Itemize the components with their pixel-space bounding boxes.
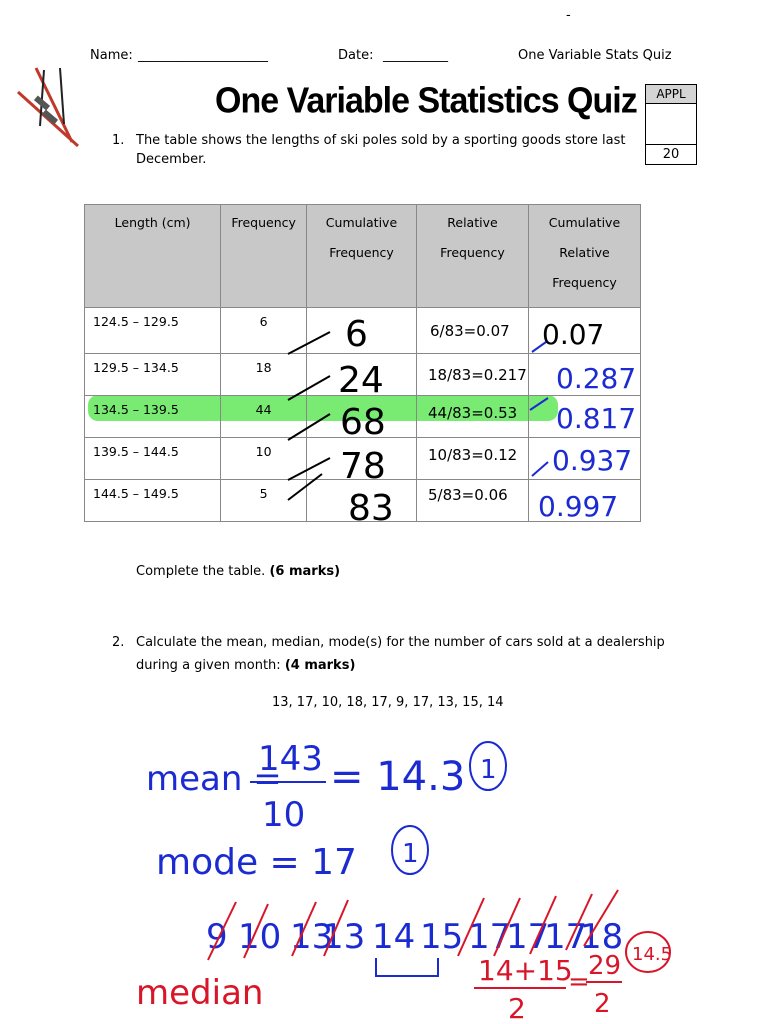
ink-sorted-9: 18 (580, 917, 624, 957)
ink-median-eq: = (568, 967, 590, 997)
cell-frequency: 5 (221, 480, 307, 522)
q2-number: 2. (112, 635, 125, 650)
col-header-length: Length (cm) (85, 205, 221, 308)
ink-median-result: 14.5 (632, 944, 673, 965)
ink-crf-2: 0.287 (556, 362, 637, 395)
q2-marks: (4 marks) (284, 658, 356, 673)
q1-text-line1: The table shows the lengths of ski poles sold by a sporting goods store last (136, 133, 626, 148)
ink-rf-4: 10/83=0.12 (428, 446, 518, 464)
page-title: One Variable Statistics Quiz (215, 81, 637, 121)
ink-rf-2: 18/83=0.217 (428, 366, 527, 384)
ink-sorted-8: 17 (544, 917, 588, 957)
col-header-cumulative-frequency: Cumulative Frequency (306, 205, 416, 308)
cell-length: 134.5 – 139.5 (85, 396, 221, 438)
ink-median-label: median (136, 973, 264, 1013)
ink-mean-denominator: 10 (262, 795, 306, 835)
ink-mean-label: mean = (146, 759, 282, 799)
ink-median-num2: 29 (588, 951, 622, 981)
cell-length: 144.5 – 149.5 (85, 480, 221, 522)
ink-median-den2: 2 (594, 989, 611, 1019)
q1-marks: (6 marks) (269, 564, 341, 579)
ink-rf-1: 6/83=0.07 (430, 322, 510, 340)
appl-label: APPL (646, 85, 696, 104)
ink-sorted-2: 13 (290, 917, 334, 957)
col-header-frequency: Frequency (221, 205, 307, 308)
ink-cf-5: 83 (348, 488, 394, 529)
ink-mean-mark: 1 (480, 755, 497, 785)
ink-crf-4: 0.937 (552, 444, 633, 477)
ink-cf-1: 6 (345, 314, 368, 355)
cell-length: 139.5 – 144.5 (85, 438, 221, 480)
cell-length: 129.5 – 134.5 (85, 354, 221, 396)
ink-sorted-6: 17 (468, 917, 512, 957)
ink-mean-result: = 14.3 (330, 754, 466, 800)
ink-sorted-5: 15 (420, 917, 464, 957)
ink-mode-label: mode = 17 (156, 842, 357, 883)
name-blank: ____________________ (138, 48, 268, 63)
sorted-list (206, 917, 623, 957)
ink-mean-numerator: 143 (258, 739, 323, 779)
q1-text-line2: December. (136, 152, 207, 167)
appl-score: 20 (662, 147, 680, 162)
cell-length: 124.5 – 129.5 (85, 308, 221, 354)
date-label: Date: (338, 48, 374, 63)
ink-crf-5: 0.997 (538, 490, 619, 523)
ink-sorted-4: 14 (372, 917, 416, 957)
cell-frequency: 10 (221, 438, 307, 480)
ink-sorted-0: 9 (206, 917, 228, 957)
ink-median-den: 2 (508, 992, 526, 1024)
q1-instruction-text: Complete the table. (136, 564, 266, 579)
mean-work (146, 739, 506, 835)
date-blank: __________ (383, 48, 448, 63)
col-header-relative-frequency: Relative Frequency (416, 205, 528, 308)
q2-text-line2: during a given month: (136, 658, 281, 673)
ink-cf-4: 78 (340, 446, 386, 487)
ink-rf-3: 44/83=0.53 (428, 404, 518, 422)
ink-rf-5: 5/83=0.06 (428, 486, 508, 504)
ink-sorted-7: 17 (506, 917, 550, 957)
cell-frequency: 6 (221, 308, 307, 354)
ink-median-num: 14+15 (478, 954, 573, 987)
ink-sorted-1: 10 (238, 917, 282, 957)
cell-frequency: 44 (221, 396, 307, 438)
q2-data: 13, 17, 10, 18, 17, 9, 17, 13, 15, 14 (272, 695, 504, 710)
ink-crf-1: 0.07 (542, 318, 605, 351)
q2-text-line1: Calculate the mean, median, mode(s) for the number of cars sold at a dealership (136, 635, 665, 650)
ink-cf-2: 24 (338, 360, 384, 401)
ink-sorted-3: 13 (322, 917, 366, 957)
corner-dash: - (566, 8, 571, 23)
doc-title-right: One Variable Stats Quiz (518, 48, 672, 63)
col-header-cumulative-relative-frequency: Cumulative Relative Frequency (528, 205, 640, 308)
ink-crf-3: 0.817 (556, 402, 637, 435)
ink-cf-3: 68 (340, 402, 386, 443)
ink-mode-mark: 1 (402, 839, 419, 869)
q1-number: 1. (112, 133, 125, 148)
cell-frequency: 18 (221, 354, 307, 396)
median-bracket (376, 958, 438, 976)
name-label: Name: (90, 48, 133, 63)
